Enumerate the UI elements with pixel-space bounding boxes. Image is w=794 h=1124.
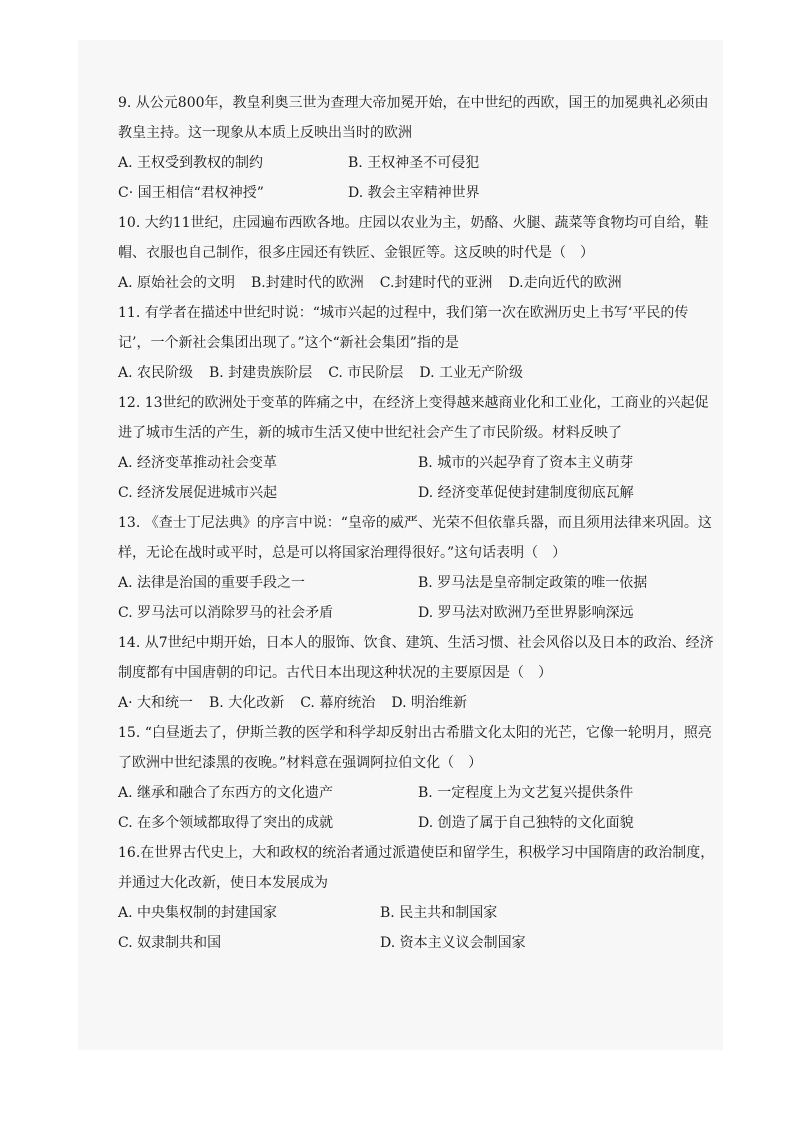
question-14 [118,628,718,718]
question-12 [118,388,718,508]
option-b: B. 王权神圣不可侵犯 [348,155,480,171]
options-row [118,178,718,208]
options-row [118,568,718,598]
option-d: D. 罗马法对欧洲乃至世界影响深远 [418,605,634,621]
question-13 [118,508,718,628]
option-c: C. 在多个领域都取得了突出的成就 [118,815,334,831]
question-stem: 12. 13世纪的欧洲处于变革的阵痛之中，在经济上变得越来越商业化和工业化，工商业的兴起促进了城市生活的产生，新的城市生活又使中世纪社会产生了市民阶级。材料反映了 [118,395,709,441]
options-row [118,148,718,178]
option-a: A· 大和统一 [118,695,194,711]
option-a: A. 中央集权制的封建国家 [118,905,278,921]
option-c: C. 经济发展促进城市兴起 [118,485,278,501]
option-a: A. 继承和融合了东西方的文化遗产 [118,785,334,801]
option-d: D.走向近代的欧洲 [508,275,622,291]
option-c: C. 奴隶制共和国 [118,935,222,951]
options-row [118,928,718,958]
question-stem: 10. 大约11世纪，庄园遍布西欧各地。庄园以农业为主，奶酪、火腿、蔬菜等食物均可自给，鞋帽、衣服也自己制作，很多庄园还有铁匠、金银匠等。这反映的时代是（ ） [118,215,709,261]
options-row [118,898,718,928]
option-b: B. 封建贵族阶层 [209,365,313,381]
question-9 [118,88,718,208]
option-c: C. 市民阶层 [328,365,404,381]
question-11 [118,298,718,388]
question-stem: 11. 有学者在描述中世纪时说：“城市兴起的过程中，我们第一次在欧洲历史上书写‘平民的传记’，一个新社会集团出现了。”这个“新社会集团”指的是 [118,305,689,351]
option-b: B. 一定程度上为文艺复兴提供条件 [418,785,634,801]
option-b: B. 大化改新 [209,695,285,711]
options-row [118,598,718,628]
question-stem: 14. 从7世纪中期开始，日本人的服饰、饮食、建筑、生活习惯、社会风俗以及日本的政治、经济制度都有中国唐朝的印记。古代日本出现这种状况的主要原因是（ ） [118,635,714,681]
option-b: B. 城市的兴起孕育了资本主义萌芽 [418,455,634,471]
option-d: D. 创造了属于自己独特的文化面貌 [418,815,634,831]
question-stem: 15. “白昼逝去了，伊斯兰教的医学和科学却反射出古希腊文化太阳的光芒，它像一轮明月，照亮了欧洲中世纪漆黑的夜晚。”材料意在强调阿拉伯文化（ ） [118,725,712,771]
options-row [118,778,718,808]
options-row [118,358,718,388]
option-a: A. 农民阶级 [118,365,194,381]
option-a: A. 经济变革推动社会变革 [118,455,278,471]
option-a: A. 法律是治国的重要手段之一 [118,575,306,591]
option-d: D. 教会主宰精神世界 [348,185,480,201]
option-c: C.封建时代的亚洲 [379,275,493,291]
option-b: B. 民主共和制国家 [380,905,498,921]
option-c: C. 罗马法可以消除罗马的社会矛盾 [118,605,334,621]
option-b: B.封建时代的欧洲 [251,275,364,291]
option-c: C. 幕府统治 [300,695,376,711]
option-a: A. 原始社会的文明 [118,275,236,291]
options-row [118,478,718,508]
option-c: C· 国王相信“君权神授” [118,185,264,201]
option-d: D. 明治维新 [391,695,467,711]
options-row [118,268,718,298]
question-15 [118,718,718,838]
option-b: B. 罗马法是皇帝制定政策的唯一依据 [418,575,648,591]
question-10 [118,208,718,298]
option-d: D. 经济变革促使封建制度彻底瓦解 [418,485,634,501]
option-d: D. 资本主义议会制国家 [380,935,526,951]
option-d: D. 工业无产阶级 [419,365,523,381]
options-row [118,808,718,838]
question-list [118,88,718,958]
question-stem: 16.在世界古代史上，大和政权的统治者通过派遣使臣和留学生，积极学习中国隋唐的政治制度，并通过大化改新，使日本发展成为 [118,845,715,891]
options-row [118,448,718,478]
options-row [118,688,718,718]
option-a: A. 王权受到教权的制约 [118,155,264,171]
question-stem: 9. 从公元800年，教皇利奥三世为查理大帝加冕开始，在中世纪的西欧，国王的加冕典礼必须由教皇主持。这一现象从本质上反映出当时的欧洲 [118,95,709,141]
question-16 [118,838,718,958]
question-stem: 13. 《查士丁尼法典》的序言中说：“皇帝的威严、光荣不但依靠兵器，而且须用法律来巩固。这样，无论在战时或平时，总是可以将国家治理得很好。”这句话表明（ ） [118,515,712,561]
